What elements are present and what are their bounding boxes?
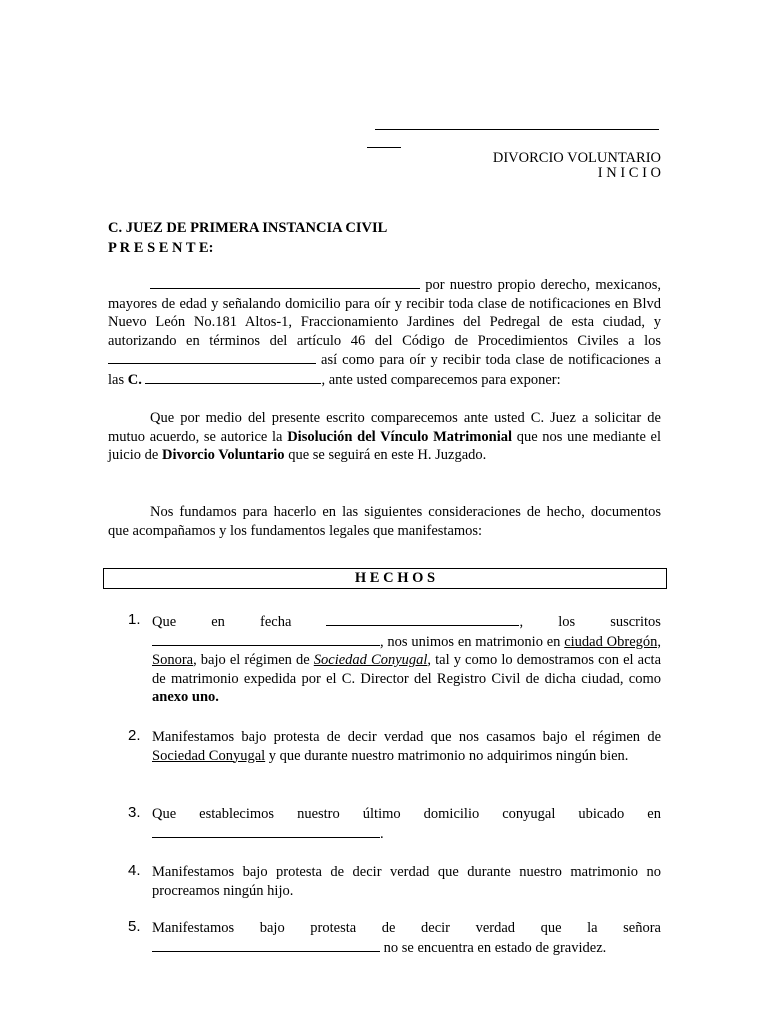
intro-text-c-bold: C. [127,371,142,388]
fact-1-word-b: en [211,614,225,630]
case-type: DIVORCIO VOLUNTARIO [492,150,661,166]
fact-2 [152,728,661,765]
fact-4: Manifestamos bajo protesta de decir verdad que durante nuestro matrimonio no procreamos ningún hijo. [152,864,661,899]
fact-1-number: 1. [128,611,141,628]
petition-text-e: que se seguirá en este H. Juzgado. [288,447,487,463]
fact-3 [152,805,661,843]
fact-1-first-line [152,612,661,632]
fact-2-regime: Sociedad Conyugal [152,747,266,764]
authorized-blank [108,350,316,364]
fact-2-number: 2. [128,727,141,744]
names-blank [150,275,420,289]
petition-paragraph [108,409,661,465]
fact-1-word-f: suscritos [610,614,661,630]
fact-1-word-c: fecha [260,614,292,630]
intro-text-b: mexicanos, mayores de edad y señalando domicilio para oír y recibir toda clase de notificaciones en Blvd Nuevo León No.181 Altos-1, Fraccionamiento Jardines del Pedregal de esta ciudad, y autorizando en términos del artículo 46 del Código de Procedimientos Civiles a los [108,277,662,349]
fact-1-text-k: , tal y como lo demostramos con el acta de matrimonio expedida por el C. Director del Registro Civil de dicha ciudad, como [152,652,662,687]
intro-text-d: , ante usted comparecemos para exponer: [321,371,561,388]
notified-blank [145,370,321,384]
signers-blank [152,632,380,646]
domicile-blank [152,824,380,838]
fact-1-annex: anexo uno. [152,689,219,705]
intro-paragraph [108,275,661,389]
petition-text-d: Divorcio Voluntario [161,447,285,463]
expediente-blank-line [375,129,659,130]
fact-1-text-i: , bajo el régimen de [193,652,310,668]
fact-1-word-a: Que [152,614,177,630]
addressee-presente: P R E S E N T E: [108,240,214,256]
section-title: H E C H O S [354,570,436,586]
wife-name-blank [152,938,380,952]
expediente-blank-line-short [367,147,401,148]
fact-2-text-a: Manifestamos bajo protesta de decir verdad que nos casamos bajo el régimen de [152,729,661,745]
fact-1-text-g: , nos unimos en matrimonio en [380,633,561,650]
fact-5-number: 5. [128,918,141,935]
fact-1-city: ciudad Obregón, Sonora [152,633,662,668]
section-title-box [103,568,667,589]
petition-text-c: que nos une mediante el juicio de [108,428,662,463]
fact-1-comma: , [519,614,524,630]
fact-5-text-a: Manifestamos bajo protesta de decir verdad que la señora [152,920,661,936]
fact-1-word-e: los [558,614,576,630]
fact-4-number: 4. [128,862,141,879]
fact-3-text-a: Que establecimos nuestro último domicilio conyugal ubicado en [152,806,661,822]
case-stage: I N I C I O [597,165,661,181]
petition-text-a: Que por medio del presente escrito comparecemos ante usted C. Juez a solicitar de mutuo acuerdo, se autorice la [108,410,661,445]
petition-text-b: Disolución del Vínculo Matrimonial [287,428,513,445]
addressee-judge: C. JUEZ DE PRIMERA INSTANCIA CIVIL [108,220,388,236]
fact-1-regime: Sociedad Conyugal [313,652,428,668]
fact-1 [152,612,661,707]
intro-text-c: así como para oír y recibir toda clase de notificaciones a las [108,352,662,388]
fact-1-rest [152,632,661,707]
fact-3-number: 3. [128,804,141,821]
fact-2-text-c: y que durante nuestro matrimonio no adquirimos ningún bien. [268,747,629,764]
marriage-date-blank [326,612,519,626]
basis-paragraph: Nos fundamos para hacerlo en las siguientes consideraciones de hecho, documentos que acompañamos y los fundamentos legales que manifestamos: [108,504,661,539]
fact-3-period: . [380,825,384,842]
intro-text-a: por nuestro propio derecho, [425,277,591,293]
fact-5-text-b: no se encuentra en estado de gravidez. [383,939,607,956]
fact-5 [152,919,661,957]
